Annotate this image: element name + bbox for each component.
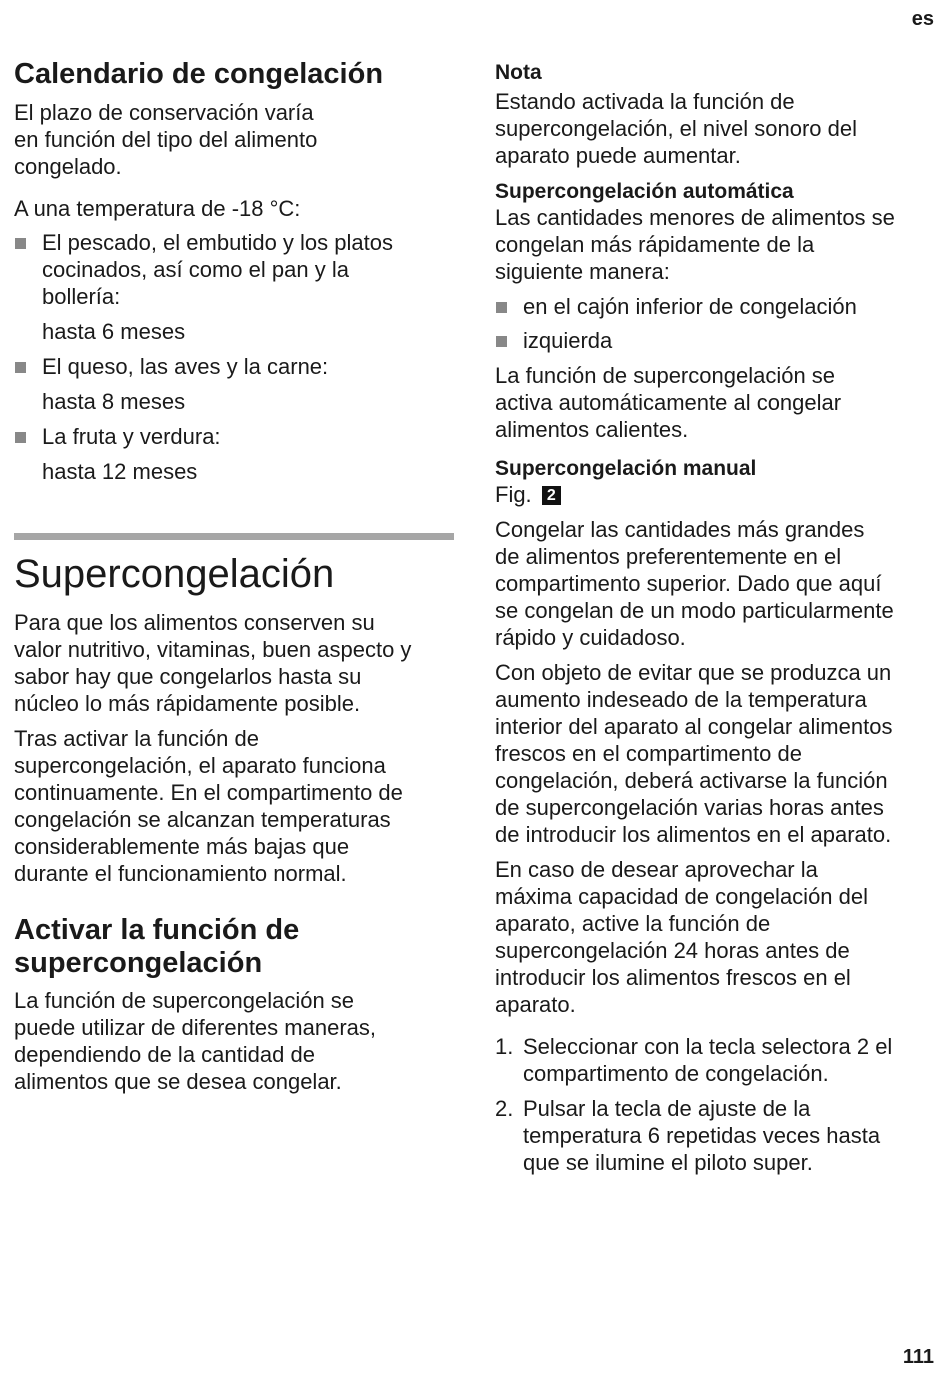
text-line: Estando activada la función de [495,89,795,114]
text-line: aparato puede aumentar. [495,143,741,168]
text-line: considerablemente más bajas que [14,834,350,859]
text-line: Seleccionar con la tecla selectora 2 el [523,1034,893,1059]
text-line: aumento indeseado de la temperatura [495,687,867,712]
text-line: congelado. [14,154,122,179]
calendar-intro [14,99,454,180]
figure-number-badge: 2 [542,486,561,505]
duration-text: hasta 8 meses [42,389,186,414]
right-column [495,0,940,1176]
text-line: El queso, las aves y la carne: [42,354,329,379]
text-line: Tras activar la función de [14,726,259,751]
figure-label: Fig. [495,482,532,507]
section-title: Supercongelación [14,552,335,596]
list-item [14,423,454,450]
text-line: de supercongelación varias horas antes [495,795,884,820]
calendar-title: Calendario de congelación [14,58,384,90]
text-line: Pulsar la tecla de ajuste de la [523,1096,811,1121]
step-item [495,1033,940,1087]
text-line: compartimento de congelación. [523,1061,829,1086]
text-line: de alimentos preferentemente en el [495,544,842,569]
text-line: compartimento superior. Dado que aquí [495,571,882,596]
text-line: rápido y cuidadoso. [495,625,686,650]
text-line: El pescado, el embutido y los platos [42,230,393,255]
text-line: de introducir los alimentos en el aparato. [495,822,892,847]
text-line: máxima capacidad de congelación del [495,884,869,909]
paragraph [495,659,940,848]
manual-title: Supercongelación manual [495,457,757,480]
duration-text: hasta 6 meses [42,319,186,344]
text-line: temperatura 6 repetidas veces hasta [523,1123,881,1148]
text-line: alimentos calientes. [495,417,689,442]
text-line: supercongelación, el nivel sonoro del [495,116,858,141]
figure-reference [495,481,940,508]
paragraph [14,987,454,1095]
text-line: La función de supercongelación se [495,363,836,388]
note-text [495,88,940,169]
text-line: supercongelación, el aparato funciona [14,753,386,778]
auto-title: Supercongelación automática [495,180,794,203]
text-line: durante el funcionamiento normal. [14,861,347,886]
page-number: 111 [902,1346,934,1368]
text-line: que se ilumine el piloto super. [523,1150,813,1175]
step-item [495,1095,940,1176]
list-item: en el cajón inferior de congelación [495,293,940,320]
text-line: activa automáticamente al congelar [495,390,842,415]
steps-list [495,1033,940,1176]
paragraph [495,362,940,443]
activate-title [14,914,454,980]
text-line: sabor hay que congelarlos hasta su [14,664,362,689]
step-number: 2. [495,1096,514,1121]
text-line: Con objeto de evitar que se produzca un [495,660,892,685]
text-line: La función de supercongelación se [14,988,355,1013]
temperature-line: A una temperatura de -18 °C: [14,196,301,221]
heading-line: Activar la función de [14,914,300,946]
text-line: frescos en el compartimento de [495,741,802,766]
text-line: aparato. [495,992,576,1017]
text-line: El plazo de conservación varía [14,100,314,125]
text-line: supercongelación 24 horas antes de [495,938,850,963]
text-line: núcleo lo más rápidamente posible. [14,691,361,716]
text-line: introducir los alimentos frescos en el [495,965,851,990]
text-line: alimentos que se desea congelar. [14,1069,342,1094]
paragraph [14,725,454,887]
text-line: cocinados, así como el pan y la [42,257,349,282]
paragraph [495,516,940,651]
text-line: valor nutritivo, vitaminas, buen aspecto y [14,637,412,662]
text-line: Las cantidades menores de alimentos se [495,205,895,230]
text-line: congelación, deberá activarse la función [495,768,888,793]
list-item [14,229,454,310]
step-number: 1. [495,1034,514,1059]
text-line: bollería: [42,284,121,309]
text-line: congelación se alcanzan temperaturas [14,807,391,832]
text-line: congelan más rápidamente de la [495,232,815,257]
text-line: aparato, active la función de [495,911,771,936]
list-item [14,353,454,380]
text-line: continuamente. En el compartimento de [14,780,403,805]
note-title: Nota [495,61,542,84]
paragraph [14,609,454,717]
text-line: Para que los alimentos conserven su [14,610,375,635]
paragraph [495,204,940,285]
text-line: siguiente manera: [495,259,670,284]
list-item: izquierda [495,327,940,354]
paragraph [495,856,940,1018]
text-line: Congelar las cantidades más grandes [495,517,865,542]
duration-text: hasta 12 meses [42,459,198,484]
heading-line: supercongelación [14,947,263,979]
left-column [14,0,454,1095]
text-line: La fruta y verdura: [42,424,221,449]
text-line: interior del aparato al congelar alimentos [495,714,893,739]
text-line: En caso de desear aprovechar la [495,857,818,882]
language-code: es [911,8,934,30]
text-line: puede utilizar de diferentes maneras, [14,1015,376,1040]
text-line: se congelan de un modo particularmente [495,598,894,623]
section-divider [14,533,454,540]
text-line: dependiendo de la cantidad de [14,1042,315,1067]
text-line: en función del tipo del alimento [14,127,318,152]
